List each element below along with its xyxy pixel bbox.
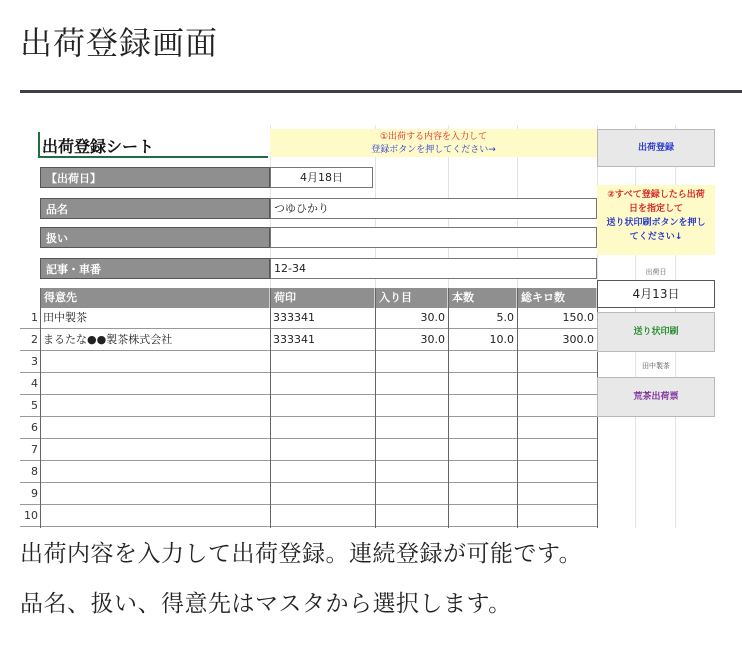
cell-mark[interactable] bbox=[270, 484, 375, 504]
ship-date-output[interactable]: 4月13日 bbox=[597, 280, 715, 308]
cell-weight[interactable] bbox=[375, 396, 448, 416]
row-number: 2 bbox=[31, 333, 38, 346]
cell-total[interactable]: 150.0 bbox=[562, 311, 594, 324]
table-row bbox=[20, 506, 597, 527]
column-header-mark: 荷印 bbox=[270, 288, 375, 308]
memo-label: 記事・車番 bbox=[40, 258, 270, 279]
cell-customer[interactable]: 田中製茶 bbox=[43, 311, 87, 324]
row-number: 9 bbox=[31, 487, 38, 500]
cell-total[interactable]: 300.0 bbox=[562, 333, 594, 346]
memo-field[interactable]: 12-34 bbox=[270, 258, 597, 279]
table-row bbox=[20, 484, 597, 505]
row-number: 1 bbox=[31, 311, 38, 324]
title-divider bbox=[20, 90, 742, 93]
cell-total[interactable] bbox=[517, 418, 597, 438]
cell-weight[interactable] bbox=[375, 374, 448, 394]
cell-mark[interactable] bbox=[270, 396, 375, 416]
instruction-note-2-line1: ②すべて登録したら出荷 bbox=[607, 190, 705, 200]
cell-total[interactable] bbox=[517, 462, 597, 482]
cell-weight[interactable]: 30.0 bbox=[420, 311, 445, 324]
cell-count[interactable] bbox=[448, 462, 517, 482]
cell-mark[interactable]: 333341 bbox=[273, 333, 315, 346]
cell-mark[interactable] bbox=[270, 440, 375, 460]
row-number: 8 bbox=[31, 465, 38, 478]
instruction-note-2-line3: 送り状印刷ボタンを押し bbox=[606, 218, 706, 228]
handling-label: 扱い bbox=[40, 227, 270, 248]
cell-count[interactable]: 10.0 bbox=[489, 333, 514, 346]
ship-date-caption: 出荷日 bbox=[645, 268, 667, 276]
cell-count[interactable] bbox=[448, 506, 517, 526]
column-header-weight: 入り目 bbox=[375, 288, 448, 308]
cell-total[interactable] bbox=[517, 440, 597, 460]
column-header-customer: 得意先 bbox=[40, 288, 270, 308]
row-number: 4 bbox=[31, 377, 38, 390]
register-shipment-button[interactable]: 出荷登録 bbox=[597, 129, 715, 167]
cell-weight[interactable] bbox=[375, 506, 448, 526]
row-number: 5 bbox=[31, 399, 38, 412]
cell-count[interactable] bbox=[448, 484, 517, 504]
row-number: 7 bbox=[31, 443, 38, 456]
instruction-note-1-line1: ①出荷する内容を入力して bbox=[379, 132, 488, 142]
cell-weight[interactable] bbox=[375, 440, 448, 460]
product-label: 品名 bbox=[40, 198, 270, 219]
table-row bbox=[20, 308, 597, 329]
cell-cursor bbox=[38, 132, 40, 158]
cell-total[interactable] bbox=[517, 352, 597, 372]
cell-weight[interactable]: 30.0 bbox=[420, 333, 445, 346]
handling-field[interactable] bbox=[270, 227, 597, 248]
cell-total[interactable] bbox=[517, 506, 597, 526]
column-header-total: 総キロ数 bbox=[517, 288, 597, 308]
cell-count[interactable] bbox=[448, 352, 517, 372]
table-row bbox=[20, 352, 597, 373]
cell-total[interactable] bbox=[517, 374, 597, 394]
cell-mark[interactable]: 333341 bbox=[273, 311, 315, 324]
selected-customer-caption: 田中製茶 bbox=[642, 362, 670, 370]
cell-customer[interactable] bbox=[40, 396, 270, 416]
cell-count[interactable] bbox=[448, 374, 517, 394]
page-title: 出荷登録画面 bbox=[20, 24, 219, 62]
instruction-note-1 bbox=[270, 129, 597, 157]
cell-total[interactable] bbox=[517, 396, 597, 416]
instruction-note-1-line2: 登録ボタンを押してください→ bbox=[371, 145, 496, 155]
table-row bbox=[20, 330, 597, 351]
tea-shipment-slip-button[interactable]: 荒茶出荷票 bbox=[597, 377, 715, 417]
cell-mark[interactable] bbox=[270, 352, 375, 372]
ship-date-label: 【出荷日】 bbox=[40, 167, 270, 188]
ship-date-field[interactable]: 4月18日 bbox=[270, 167, 373, 188]
instruction-note-2-line2: 日を指定して bbox=[628, 204, 683, 214]
cell-customer[interactable] bbox=[40, 374, 270, 394]
cell-weight[interactable] bbox=[375, 418, 448, 438]
cell-mark[interactable] bbox=[270, 462, 375, 482]
cell-count[interactable] bbox=[448, 396, 517, 416]
cell-customer[interactable] bbox=[40, 352, 270, 372]
cell-weight[interactable] bbox=[375, 462, 448, 482]
row-number: 6 bbox=[31, 421, 38, 434]
cell-customer[interactable] bbox=[40, 440, 270, 460]
description-line-2: 品名、扱い、得意先はマスタから選択します。 bbox=[20, 591, 512, 617]
cell-weight[interactable] bbox=[375, 484, 448, 504]
table-row bbox=[20, 418, 597, 439]
cell-mark[interactable] bbox=[270, 374, 375, 394]
table-row bbox=[20, 462, 597, 483]
cell-total[interactable] bbox=[517, 484, 597, 504]
sheet-title: 出荷登録シート bbox=[42, 137, 155, 156]
cell-mark[interactable] bbox=[270, 418, 375, 438]
product-field[interactable]: つゆひかり bbox=[270, 198, 597, 219]
print-invoice-button[interactable]: 送り状印刷 bbox=[597, 312, 715, 352]
instruction-note-2 bbox=[597, 185, 715, 255]
table-row bbox=[20, 396, 597, 417]
cell-customer[interactable] bbox=[40, 462, 270, 482]
cell-customer[interactable] bbox=[40, 418, 270, 438]
cell-mark[interactable] bbox=[270, 506, 375, 526]
cell-customer[interactable] bbox=[40, 506, 270, 526]
table-row bbox=[20, 440, 597, 461]
cell-weight[interactable] bbox=[375, 352, 448, 372]
table-row bbox=[20, 374, 597, 395]
row-number: 10 bbox=[24, 509, 38, 522]
spreadsheet-view bbox=[20, 125, 715, 528]
cell-count[interactable] bbox=[448, 418, 517, 438]
cell-count[interactable] bbox=[448, 440, 517, 460]
cell-customer[interactable] bbox=[40, 484, 270, 504]
cell-customer[interactable]: まるたな●●製茶株式会社 bbox=[43, 333, 173, 346]
cell-count[interactable]: 5.0 bbox=[496, 311, 514, 324]
description-line-1: 出荷内容を入力して出荷登録。連続登録が可能です。 bbox=[20, 541, 583, 567]
instruction-note-2-line4: てください↓ bbox=[629, 232, 683, 242]
row-number: 3 bbox=[31, 355, 38, 368]
column-header-count: 本数 bbox=[448, 288, 517, 308]
